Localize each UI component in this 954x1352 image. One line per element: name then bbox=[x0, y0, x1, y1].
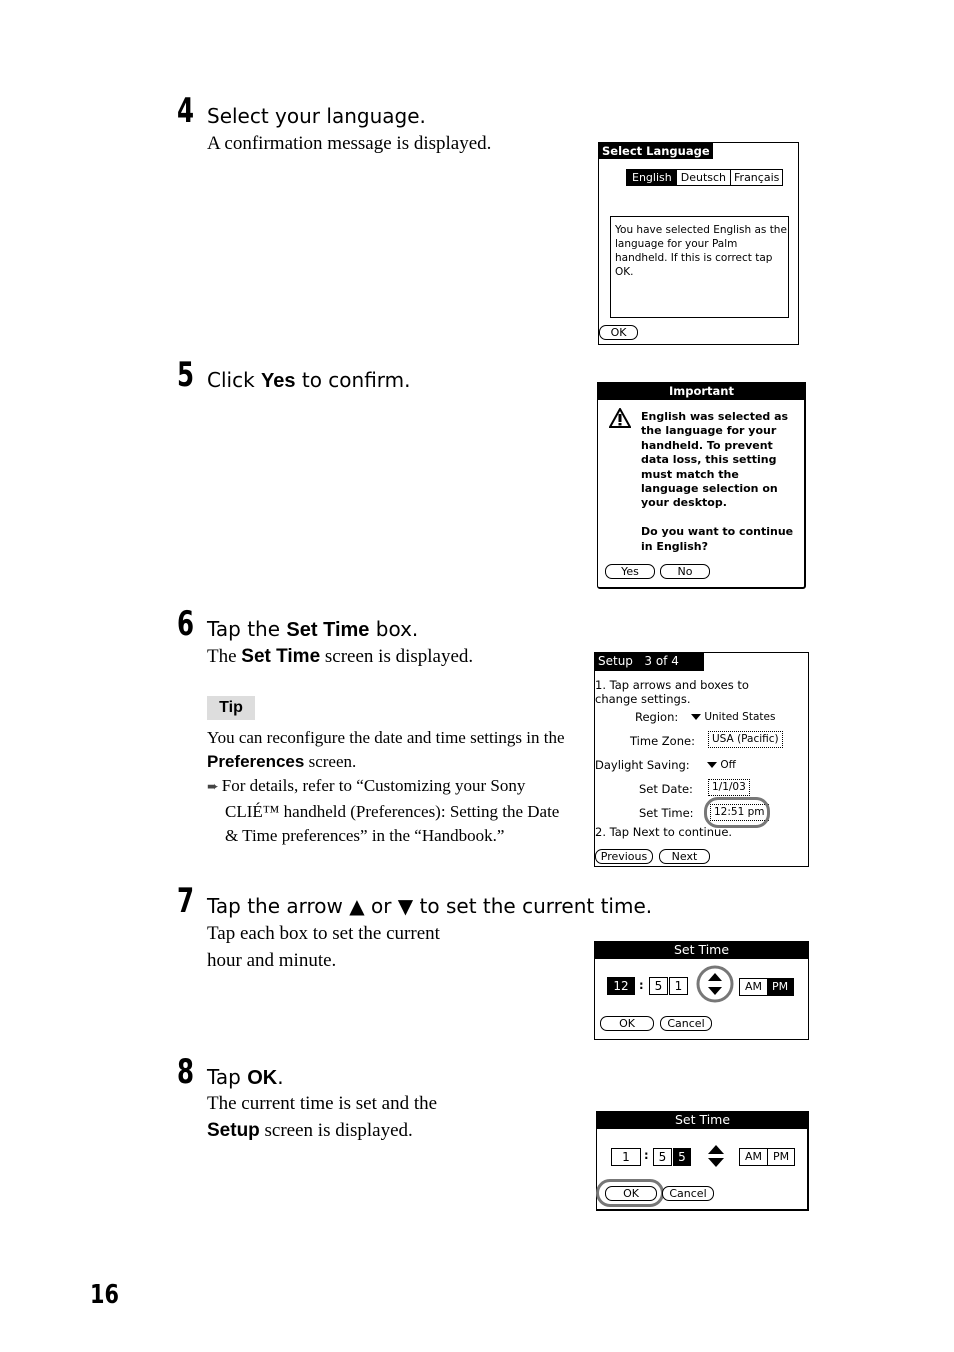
tip-text: For details, refer to “Customizing your Sony bbox=[221, 776, 526, 795]
step-number-4: 4 bbox=[177, 91, 195, 131]
tip-line: CLIÉ™ handheld (Preferences): Setting the Date bbox=[225, 802, 560, 821]
am-option[interactable]: AM bbox=[745, 1150, 763, 1163]
step-6-body bbox=[207, 643, 473, 670]
time-separator: : bbox=[639, 978, 644, 992]
message-line: your desktop. bbox=[641, 496, 727, 510]
message-line: data loss, this setting bbox=[641, 453, 777, 467]
ok-button[interactable]: OK bbox=[600, 1016, 654, 1031]
heading-text: to confirm. bbox=[295, 368, 411, 392]
body-bold: Set Time bbox=[241, 646, 321, 667]
important-dialog bbox=[597, 382, 806, 589]
timezone-box[interactable]: USA (Pacific) bbox=[708, 731, 783, 748]
step-8-body bbox=[207, 1090, 437, 1144]
ok-button[interactable]: OK bbox=[599, 325, 638, 340]
dialog-title: Set Time bbox=[596, 1111, 809, 1129]
language-tabs bbox=[626, 169, 783, 186]
step-8-heading bbox=[207, 1065, 284, 1090]
tip-bold: Preferences bbox=[207, 752, 305, 771]
question-line: Do you want to continue bbox=[641, 525, 794, 539]
time-separator: : bbox=[644, 1148, 649, 1162]
heading-text: Click bbox=[207, 368, 262, 392]
body-line: Tap each box to set the current bbox=[207, 923, 440, 944]
pm-option[interactable]: PM bbox=[767, 979, 793, 995]
instruction-1b: change settings. bbox=[595, 692, 691, 706]
important-message bbox=[641, 410, 793, 554]
page-number: 16 bbox=[90, 1280, 119, 1310]
set-time-box[interactable]: 12:51 pm bbox=[710, 804, 769, 821]
hour-box[interactable]: 1 bbox=[611, 1148, 641, 1166]
minute-tens-box[interactable]: 5 bbox=[649, 977, 668, 995]
body-text: The bbox=[207, 646, 242, 667]
ampm-toggle[interactable] bbox=[739, 1148, 795, 1166]
daylight-saving-label: Daylight Saving: bbox=[595, 758, 690, 772]
body-line bbox=[207, 1117, 437, 1144]
step-number-7: 7 bbox=[177, 881, 195, 921]
set-time-dialog-2 bbox=[596, 1111, 809, 1211]
up-down-arrows-icon[interactable] bbox=[695, 964, 735, 1004]
am-option[interactable]: AM bbox=[745, 980, 763, 993]
step-number-5: 5 bbox=[177, 355, 195, 395]
instruction-2: 2. Tap Next to continue. bbox=[595, 825, 733, 839]
set-date-label: Set Date: bbox=[639, 782, 693, 796]
message-box bbox=[610, 216, 789, 318]
dialog-title: Important bbox=[597, 382, 806, 400]
tab-deutsch[interactable]: Deutsch bbox=[677, 170, 731, 185]
tip-text: screen. bbox=[304, 752, 357, 771]
step-7-heading: Tap the arrow ▲ or ▼ to set the current time. bbox=[207, 894, 653, 918]
message-line-1: You have selected English as the bbox=[615, 224, 787, 236]
previous-button[interactable]: Previous bbox=[595, 849, 653, 864]
region-label: Region: bbox=[635, 710, 679, 724]
yes-button[interactable]: Yes bbox=[605, 564, 655, 579]
tab-francais[interactable]: Français bbox=[734, 171, 780, 184]
body-text: screen is displayed. bbox=[259, 1120, 413, 1141]
message-line: must match the bbox=[641, 467, 739, 481]
step-7-body bbox=[207, 920, 440, 974]
message-line: language selection on bbox=[641, 482, 778, 496]
cancel-button[interactable]: Cancel bbox=[662, 1186, 714, 1201]
tip-label: Tip bbox=[207, 696, 255, 720]
message-line-2: language for your Palm bbox=[615, 238, 738, 250]
select-language-screen bbox=[598, 142, 799, 345]
hour-box[interactable]: 12 bbox=[607, 977, 635, 995]
minute-ones-box[interactable]: 1 bbox=[669, 977, 688, 995]
region-value: United States bbox=[704, 711, 776, 723]
dropdown-arrow-icon bbox=[707, 762, 717, 768]
screen-title: Setup 3 of 4 bbox=[594, 652, 704, 671]
heading-bold: OK bbox=[247, 1067, 278, 1089]
setup-screen bbox=[594, 652, 809, 867]
message-line-4: OK. bbox=[615, 266, 634, 278]
no-button[interactable]: No bbox=[660, 564, 710, 579]
dst-value: Off bbox=[720, 759, 736, 771]
message-line: handheld. To prevent bbox=[641, 438, 773, 452]
heading-bold: Set Time bbox=[286, 619, 370, 641]
highlight-ring bbox=[704, 797, 770, 828]
instruction-1: 1. Tap arrows and boxes to bbox=[595, 678, 749, 692]
body-line: The current time is set and the bbox=[207, 1093, 438, 1114]
tip-reference bbox=[207, 774, 565, 800]
ampm-toggle[interactable] bbox=[739, 978, 794, 996]
cancel-button[interactable]: Cancel bbox=[660, 1016, 712, 1031]
tip-line: You can reconfigure the date and time settings in the bbox=[207, 728, 565, 747]
tip-line bbox=[207, 750, 565, 774]
message-line: the language for your bbox=[641, 424, 777, 438]
heading-text: Tap bbox=[207, 1065, 248, 1089]
dialog-title: Set Time bbox=[594, 941, 809, 959]
message-line: English was selected as bbox=[641, 410, 789, 423]
step-number-8: 8 bbox=[177, 1052, 195, 1092]
timezone-label: Time Zone: bbox=[630, 734, 695, 748]
step-4-body: A confirmation message is displayed. bbox=[207, 133, 492, 154]
body-line: hour and minute. bbox=[207, 950, 337, 971]
step-4-heading: Select your language. bbox=[207, 104, 426, 128]
heading-text: box. bbox=[369, 617, 419, 641]
step-number-6: 6 bbox=[177, 604, 195, 644]
step-5-heading bbox=[207, 368, 411, 393]
minute-ones-box[interactable]: 5 bbox=[673, 1148, 691, 1166]
set-date-box[interactable]: 1/1/03 bbox=[708, 779, 750, 796]
tip-line: & Time preferences” in the “Handbook.” bbox=[225, 826, 505, 845]
screen-title: Select Language bbox=[599, 143, 713, 159]
ok-button[interactable]: OK bbox=[605, 1186, 657, 1201]
tip-body bbox=[207, 726, 565, 848]
question-line: in English? bbox=[641, 539, 708, 553]
arrow-icon: ➨ bbox=[207, 780, 219, 795]
warning-icon bbox=[609, 408, 631, 428]
daylight-saving-selector[interactable] bbox=[707, 758, 736, 773]
highlight-ring bbox=[596, 1179, 664, 1207]
step-6-heading bbox=[207, 617, 418, 642]
minute-tens-box[interactable]: 5 bbox=[653, 1148, 672, 1166]
set-time-label: Set Time: bbox=[639, 806, 694, 820]
heading-bold: Yes bbox=[261, 370, 296, 392]
region-selector[interactable] bbox=[691, 710, 775, 725]
set-time-dialog-1 bbox=[594, 941, 809, 1040]
heading-text: . bbox=[277, 1065, 284, 1089]
next-button[interactable]: Next bbox=[659, 849, 710, 864]
heading-text: Tap the bbox=[207, 617, 287, 641]
pm-option[interactable]: PM bbox=[767, 1149, 794, 1165]
tab-english[interactable]: English bbox=[627, 170, 677, 185]
body-bold: Setup bbox=[207, 1120, 260, 1141]
dropdown-arrow-icon bbox=[691, 714, 701, 720]
body-text: screen is displayed. bbox=[320, 646, 474, 667]
up-down-arrows-icon[interactable] bbox=[706, 1144, 726, 1168]
message-line-3: handheld. If this is correct tap bbox=[615, 252, 773, 264]
